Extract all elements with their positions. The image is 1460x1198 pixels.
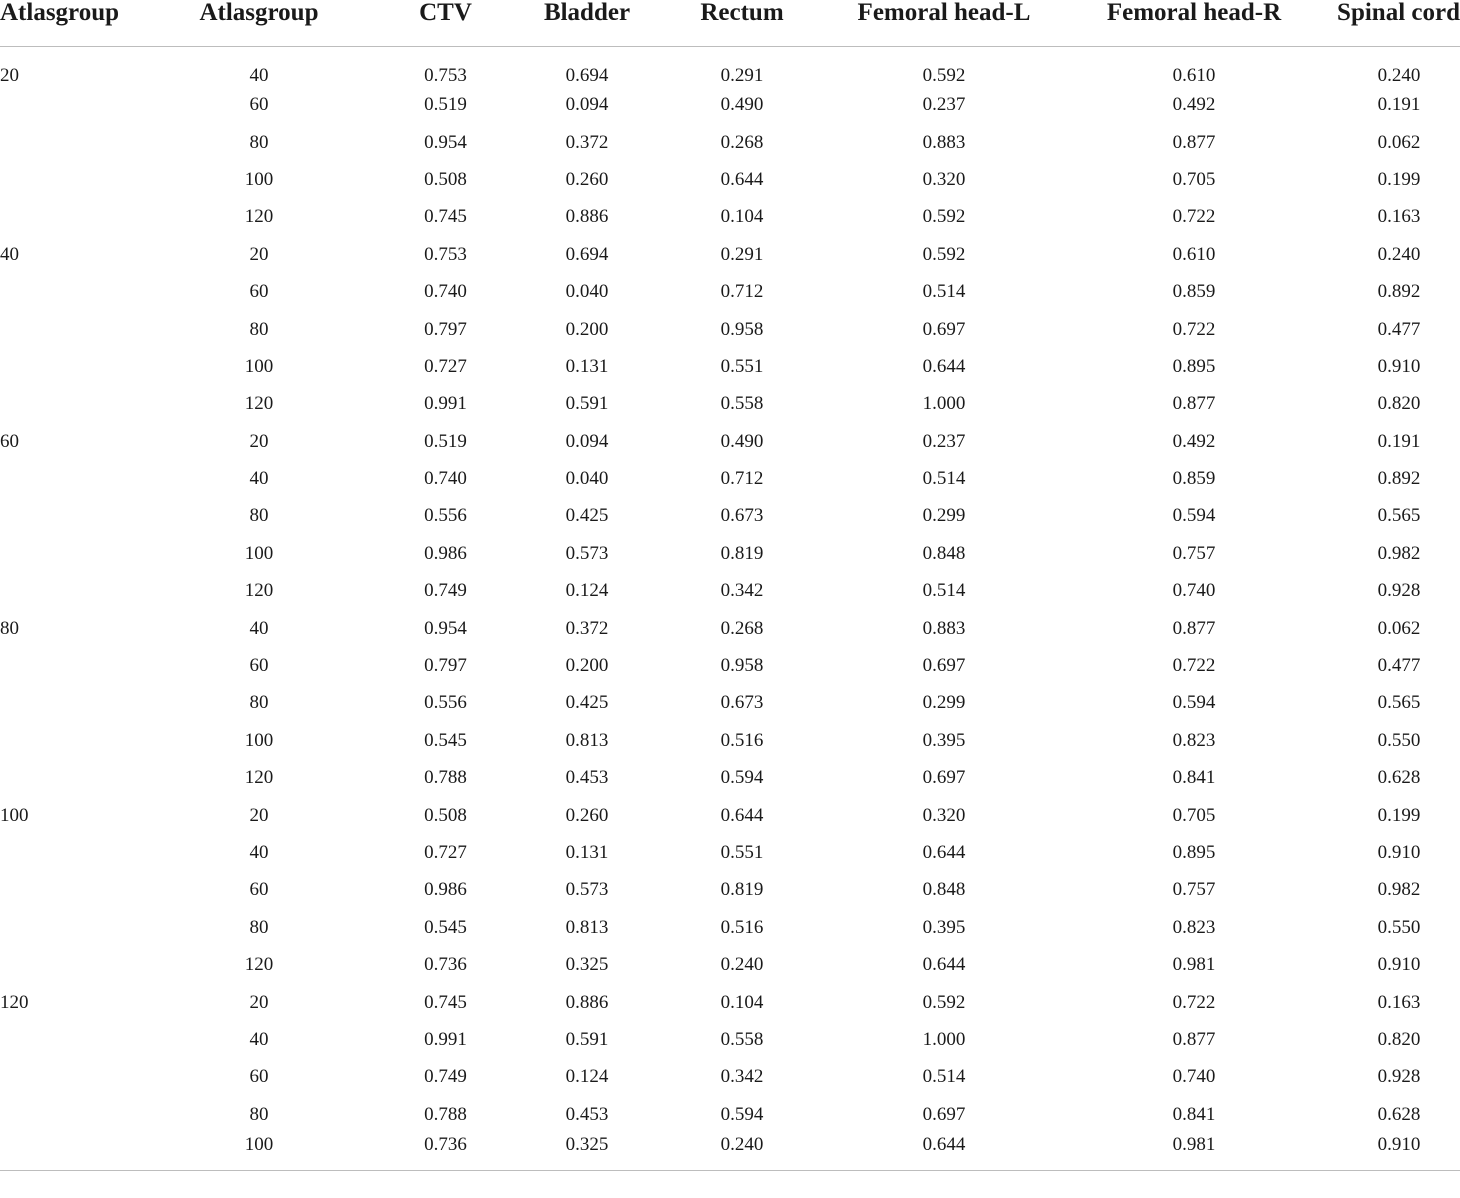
value-cell: 0.848 xyxy=(922,879,966,901)
value-cell: 80 xyxy=(249,692,269,714)
value-cell: 0.519 xyxy=(424,430,467,452)
value-cell: 0.240 xyxy=(720,954,764,976)
table-row xyxy=(0,1059,1460,1096)
value-cell: 0.558 xyxy=(720,393,764,415)
value-cell: 1.000 xyxy=(922,393,966,415)
value-cell: 0.991 xyxy=(424,393,467,415)
column-header: Bladder xyxy=(518,0,656,46)
value-cell: 0.722 xyxy=(1172,991,1216,1013)
group-cell xyxy=(0,946,145,983)
value-cell: 0.508 xyxy=(424,168,467,190)
value-cell: 0.268 xyxy=(720,617,764,639)
value-cell: 0.823 xyxy=(1172,916,1216,938)
value-cell: 0.237 xyxy=(922,430,966,452)
value-cell: 0.573 xyxy=(565,542,609,564)
value-cell: 0.644 xyxy=(828,1133,1060,1170)
column-header: Atlasgroup xyxy=(145,0,373,46)
value-cell: 0.237 xyxy=(922,94,966,116)
value-cell: 0.954 xyxy=(424,617,467,639)
value-cell: 0.556 xyxy=(424,692,467,714)
value-cell: 0.991 xyxy=(424,1028,467,1050)
value-cell: 0.591 xyxy=(565,1028,609,1050)
value-cell: 0.514 xyxy=(922,281,966,303)
column-header: Spinal cord xyxy=(1328,0,1460,46)
value-cell: 0.325 xyxy=(565,954,609,976)
value-cell: 0.928 xyxy=(1377,580,1421,602)
value-cell: 0.477 xyxy=(1377,318,1421,340)
group-cell xyxy=(0,722,145,759)
table-row xyxy=(0,797,1460,834)
value-cell: 0.859 xyxy=(1172,281,1216,303)
value-cell: 120 xyxy=(244,580,274,602)
group-cell xyxy=(0,909,145,946)
table-row xyxy=(0,1133,1460,1170)
value-cell: 0.592 xyxy=(922,206,966,228)
value-cell: 0.040 xyxy=(565,281,609,303)
value-cell: 0.325 xyxy=(518,1133,656,1170)
value-cell: 0.705 xyxy=(1172,168,1216,190)
value-cell: 0.200 xyxy=(565,655,609,677)
table-row xyxy=(0,423,1460,460)
group-cell xyxy=(0,1059,145,1096)
value-cell: 0.712 xyxy=(720,468,764,490)
table-row xyxy=(0,909,1460,946)
column-header: Rectum xyxy=(656,0,828,46)
value-cell: 0.514 xyxy=(922,1066,966,1088)
value-cell: 0.516 xyxy=(720,916,764,938)
group-cell xyxy=(0,199,145,236)
value-cell: 0.841 xyxy=(1172,767,1216,789)
value-cell: 0.697 xyxy=(922,318,966,340)
value-cell: 0.550 xyxy=(1377,916,1421,938)
value-cell: 0.556 xyxy=(424,505,467,527)
value-cell: 0.749 xyxy=(424,580,467,602)
value-cell: 0.508 xyxy=(424,804,467,826)
value-cell: 100 xyxy=(244,168,274,190)
value-cell: 0.395 xyxy=(922,916,966,938)
value-cell: 60 xyxy=(249,1066,269,1088)
table-row xyxy=(0,760,1460,797)
value-cell: 0.516 xyxy=(720,729,764,751)
value-cell: 100 xyxy=(244,729,274,751)
value-cell: 0.550 xyxy=(1377,729,1421,751)
value-cell: 0.592 xyxy=(922,991,966,1013)
value-cell: 0.813 xyxy=(565,729,609,751)
value-cell: 0.877 xyxy=(1172,617,1216,639)
table-row xyxy=(0,124,1460,161)
value-cell: 0.745 xyxy=(424,206,467,228)
value-cell: 0.094 xyxy=(565,94,609,116)
value-cell: 0.131 xyxy=(565,842,609,863)
value-cell: 0.062 xyxy=(1377,131,1421,153)
value-cell: 120 xyxy=(244,393,274,415)
value-cell: 0.104 xyxy=(720,206,764,228)
value-cell: 0.722 xyxy=(1172,655,1216,677)
value-cell: 0.200 xyxy=(565,318,609,340)
value-cell: 0.514 xyxy=(922,468,966,490)
value-cell: 0.425 xyxy=(565,692,609,714)
value-cell: 0.199 xyxy=(1377,168,1421,190)
group-cell xyxy=(0,834,145,871)
value-cell: 0.545 xyxy=(424,916,467,938)
value-cell: 0.910 xyxy=(1328,1133,1460,1170)
value-cell: 120 xyxy=(244,954,274,976)
table-row xyxy=(0,685,1460,722)
value-cell: 0.644 xyxy=(720,804,764,826)
value-cell: 0.736 xyxy=(373,1133,518,1170)
value-cell: 0.565 xyxy=(1377,692,1421,714)
value-cell: 0.594 xyxy=(1172,692,1216,714)
value-cell: 0.163 xyxy=(1377,991,1421,1013)
group-cell xyxy=(0,760,145,797)
value-cell: 0.644 xyxy=(922,842,966,863)
value-cell: 0.519 xyxy=(424,94,467,116)
value-cell: 0.877 xyxy=(1172,1028,1216,1050)
value-cell: 0.490 xyxy=(720,94,764,116)
value-cell: 0.981 xyxy=(1060,1133,1328,1170)
value-cell: 0.981 xyxy=(1172,954,1216,976)
value-cell: 0.892 xyxy=(1377,281,1421,303)
value-cell: 0.928 xyxy=(1377,1066,1421,1088)
value-cell: 40 xyxy=(249,617,269,639)
table-row xyxy=(0,647,1460,684)
table-row xyxy=(0,984,1460,1021)
value-cell: 40 xyxy=(249,1028,269,1050)
value-cell: 20 xyxy=(249,991,269,1013)
value-cell: 0.712 xyxy=(720,281,764,303)
group-cell xyxy=(0,1133,145,1170)
value-cell: 0.813 xyxy=(565,916,609,938)
value-cell: 0.673 xyxy=(720,692,764,714)
value-cell: 120 xyxy=(244,767,274,789)
value-cell: 80 xyxy=(249,318,269,340)
value-cell: 0.291 xyxy=(720,243,764,265)
table-row xyxy=(0,311,1460,348)
value-cell: 0.697 xyxy=(922,655,966,677)
value-cell: 0.883 xyxy=(922,617,966,639)
table-row xyxy=(0,610,1460,647)
value-cell: 0.492 xyxy=(1172,94,1216,116)
value-cell: 0.740 xyxy=(1172,580,1216,602)
value-cell: 0.163 xyxy=(1377,206,1421,228)
group-cell: 80 xyxy=(0,617,19,639)
value-cell: 0.594 xyxy=(1172,505,1216,527)
value-cell: 20 xyxy=(249,804,269,826)
value-cell: 0.395 xyxy=(922,729,966,751)
value-cell: 0.958 xyxy=(720,655,764,677)
group-cell xyxy=(0,647,145,684)
value-cell: 0.820 xyxy=(1377,393,1421,415)
value-cell: 0.819 xyxy=(720,879,764,901)
value-cell: 0.299 xyxy=(922,692,966,714)
value-cell: 0.819 xyxy=(720,542,764,564)
column-header: Atlasgroup xyxy=(0,0,145,46)
value-cell: 0.736 xyxy=(424,954,467,976)
group-cell xyxy=(0,273,145,310)
value-cell: 0.797 xyxy=(424,655,467,677)
table-row xyxy=(0,946,1460,983)
group-cell xyxy=(0,573,145,610)
table-row xyxy=(0,460,1460,497)
group-cell xyxy=(0,872,145,909)
value-cell: 0.453 xyxy=(565,767,609,789)
value-cell: 0.722 xyxy=(1172,206,1216,228)
group-cell: 60 xyxy=(0,430,19,452)
column-header: Femoral head-R xyxy=(1060,0,1328,46)
value-cell: 0.425 xyxy=(565,505,609,527)
value-cell: 0.982 xyxy=(1377,879,1421,901)
value-cell: 0.492 xyxy=(1172,430,1216,452)
group-cell xyxy=(0,311,145,348)
value-cell: 0.240 xyxy=(1377,64,1421,86)
value-cell: 0.644 xyxy=(922,355,966,377)
value-cell: 0.823 xyxy=(1172,729,1216,751)
value-cell: 0.124 xyxy=(565,580,609,602)
table-row xyxy=(0,1096,1460,1133)
value-cell: 0.342 xyxy=(720,580,764,602)
value-cell: 0.841 xyxy=(1172,1103,1216,1125)
table-body xyxy=(0,46,1460,1171)
value-cell: 0.320 xyxy=(922,804,966,826)
value-cell: 0.986 xyxy=(424,879,467,901)
table-row xyxy=(0,199,1460,236)
value-cell: 0.757 xyxy=(1172,542,1216,564)
header-row xyxy=(0,0,1460,46)
table-row xyxy=(0,834,1460,871)
value-cell: 0.320 xyxy=(922,168,966,190)
value-cell: 0.910 xyxy=(1377,842,1421,863)
group-cell xyxy=(0,498,145,535)
table-row xyxy=(0,872,1460,909)
value-cell: 0.910 xyxy=(1377,954,1421,976)
value-cell: 0.545 xyxy=(424,729,467,751)
group-cell xyxy=(0,386,145,423)
value-cell: 0.592 xyxy=(922,64,966,86)
value-cell: 0.514 xyxy=(922,580,966,602)
value-cell: 0.705 xyxy=(1172,804,1216,826)
group-cell: 100 xyxy=(0,804,29,826)
value-cell: 0.594 xyxy=(720,1103,764,1125)
value-cell: 0.062 xyxy=(1377,617,1421,639)
value-cell: 0.131 xyxy=(565,355,609,377)
value-cell: 40 xyxy=(249,468,269,490)
value-cell: 0.745 xyxy=(424,991,467,1013)
value-cell: 120 xyxy=(244,206,274,228)
value-cell: 0.986 xyxy=(424,542,467,564)
value-cell: 100 xyxy=(145,1133,373,1170)
column-header: Femoral head-L xyxy=(828,0,1060,46)
group-cell xyxy=(0,1021,145,1058)
value-cell: 40 xyxy=(249,842,269,863)
value-cell: 0.240 xyxy=(656,1133,828,1170)
value-cell: 100 xyxy=(244,355,274,377)
value-cell: 0.299 xyxy=(922,505,966,527)
group-cell xyxy=(0,460,145,497)
column-header: CTV xyxy=(373,0,518,46)
value-cell: 0.848 xyxy=(922,542,966,564)
value-cell: 0.954 xyxy=(424,131,467,153)
value-cell: 0.594 xyxy=(720,767,764,789)
value-cell: 0.749 xyxy=(424,1066,467,1088)
value-cell: 0.895 xyxy=(1172,842,1216,863)
group-cell: 40 xyxy=(0,243,19,265)
value-cell: 0.094 xyxy=(565,430,609,452)
group-cell xyxy=(0,535,145,572)
value-cell: 40 xyxy=(249,64,269,86)
value-cell: 0.797 xyxy=(424,318,467,340)
table-row xyxy=(0,348,1460,385)
value-cell: 80 xyxy=(249,916,269,938)
value-cell: 0.727 xyxy=(424,842,467,863)
table-row xyxy=(0,535,1460,572)
value-cell: 0.592 xyxy=(922,243,966,265)
table-row xyxy=(0,87,1460,124)
group-cell: 120 xyxy=(0,991,29,1013)
group-cell xyxy=(0,87,145,124)
value-cell: 0.644 xyxy=(922,954,966,976)
value-cell: 0.883 xyxy=(922,131,966,153)
value-cell: 0.591 xyxy=(565,393,609,415)
value-cell: 0.477 xyxy=(1377,655,1421,677)
value-cell: 0.342 xyxy=(720,1066,764,1088)
value-cell: 0.694 xyxy=(565,64,609,86)
value-cell: 0.558 xyxy=(720,1028,764,1050)
value-cell: 60 xyxy=(249,879,269,901)
value-cell: 0.740 xyxy=(424,468,467,490)
value-cell: 0.877 xyxy=(1172,131,1216,153)
value-cell: 0.268 xyxy=(720,131,764,153)
value-cell: 0.372 xyxy=(565,617,609,639)
value-cell: 0.753 xyxy=(424,64,467,86)
value-cell: 0.490 xyxy=(720,430,764,452)
value-cell: 1.000 xyxy=(922,1028,966,1050)
value-cell: 0.104 xyxy=(720,991,764,1013)
value-cell: 0.753 xyxy=(424,243,467,265)
value-cell: 60 xyxy=(249,281,269,303)
value-cell: 0.982 xyxy=(1377,542,1421,564)
table-row xyxy=(0,46,1460,87)
value-cell: 0.610 xyxy=(1172,243,1216,265)
value-cell: 0.788 xyxy=(424,1103,467,1125)
value-cell: 0.551 xyxy=(720,842,764,863)
value-cell: 0.453 xyxy=(565,1103,609,1125)
value-cell: 0.910 xyxy=(1377,355,1421,377)
value-cell: 0.372 xyxy=(565,131,609,153)
value-cell: 0.573 xyxy=(565,879,609,901)
value-cell: 0.565 xyxy=(1377,505,1421,527)
value-cell: 0.199 xyxy=(1377,804,1421,826)
value-cell: 0.958 xyxy=(720,318,764,340)
value-cell: 80 xyxy=(249,505,269,527)
value-cell: 0.551 xyxy=(720,355,764,377)
value-cell: 0.191 xyxy=(1377,430,1421,452)
value-cell: 80 xyxy=(249,131,269,153)
value-cell: 0.040 xyxy=(565,468,609,490)
value-cell: 0.877 xyxy=(1172,393,1216,415)
value-cell: 0.886 xyxy=(565,991,609,1013)
value-cell: 0.886 xyxy=(565,206,609,228)
value-cell: 0.895 xyxy=(1172,355,1216,377)
value-cell: 0.291 xyxy=(720,64,764,86)
group-cell xyxy=(0,161,145,198)
value-cell: 0.260 xyxy=(565,804,609,826)
table-row xyxy=(0,273,1460,310)
value-cell: 0.722 xyxy=(1172,318,1216,340)
value-cell: 0.191 xyxy=(1377,94,1421,116)
value-cell: 0.673 xyxy=(720,505,764,527)
table-row xyxy=(0,722,1460,759)
value-cell: 0.788 xyxy=(424,767,467,789)
value-cell: 0.740 xyxy=(424,281,467,303)
value-cell: 0.757 xyxy=(1172,879,1216,901)
value-cell: 0.820 xyxy=(1377,1028,1421,1050)
group-cell: 20 xyxy=(0,64,19,86)
value-cell: 0.610 xyxy=(1172,64,1216,86)
value-cell: 0.628 xyxy=(1377,1103,1421,1125)
table-row xyxy=(0,236,1460,273)
value-cell: 0.260 xyxy=(565,168,609,190)
value-cell: 0.892 xyxy=(1377,468,1421,490)
table-row xyxy=(0,386,1460,423)
group-cell xyxy=(0,348,145,385)
value-cell: 20 xyxy=(249,430,269,452)
value-cell: 100 xyxy=(244,542,274,564)
table-row xyxy=(0,161,1460,198)
table-row xyxy=(0,498,1460,535)
value-cell: 0.124 xyxy=(565,1066,609,1088)
value-cell: 0.697 xyxy=(922,767,966,789)
table-row xyxy=(0,573,1460,610)
value-cell: 0.859 xyxy=(1172,468,1216,490)
table-row xyxy=(0,1021,1460,1058)
value-cell: 0.727 xyxy=(424,355,467,377)
value-cell: 60 xyxy=(249,94,269,116)
value-cell: 20 xyxy=(249,243,269,265)
value-cell: 0.240 xyxy=(1377,243,1421,265)
value-cell: 0.644 xyxy=(720,168,764,190)
value-cell: 80 xyxy=(249,1103,269,1125)
value-cell: 0.740 xyxy=(1172,1066,1216,1088)
value-cell: 0.628 xyxy=(1377,767,1421,789)
value-cell: 0.694 xyxy=(565,243,609,265)
table-header xyxy=(0,0,1460,46)
group-cell xyxy=(0,685,145,722)
group-cell xyxy=(0,1096,145,1133)
value-cell: 0.697 xyxy=(922,1103,966,1125)
value-cell: 60 xyxy=(249,655,269,677)
group-cell xyxy=(0,124,145,161)
